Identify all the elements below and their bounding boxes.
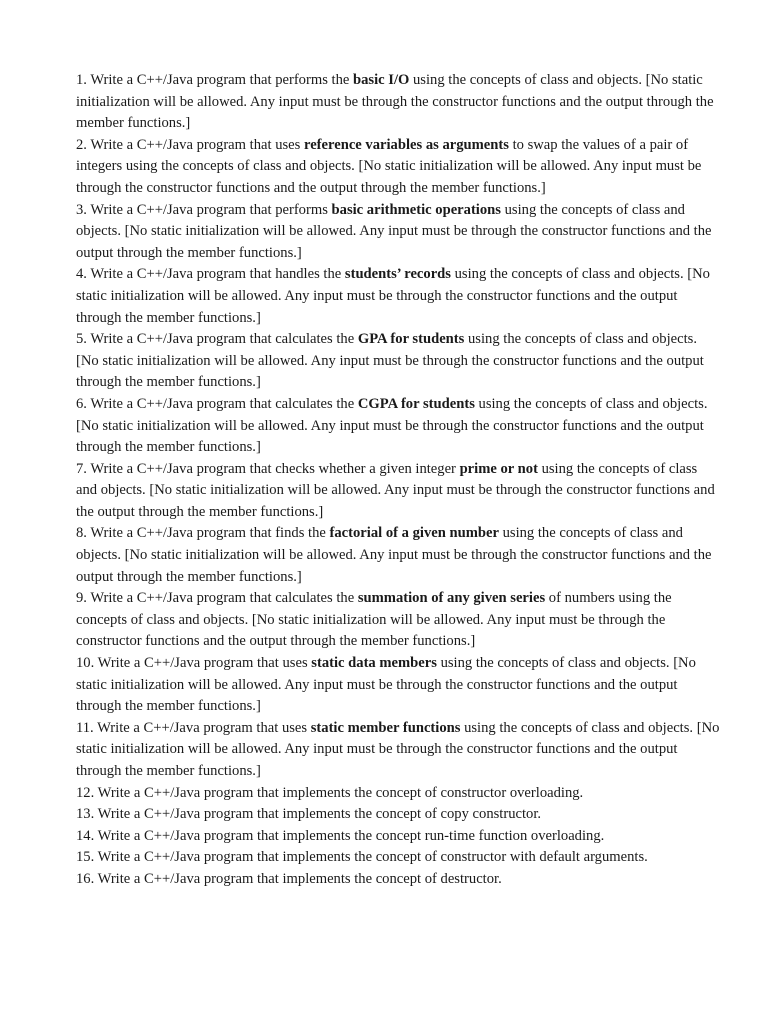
item-emphasis: factorial of a given number [329, 525, 499, 542]
item-emphasis: static member functions [310, 719, 461, 736]
list-item-14 [76, 826, 721, 848]
item-text: 9. Write a C++/Java program that calculates the [76, 590, 358, 607]
list-item-13 [76, 804, 721, 826]
item-text: 1. Write a C++/Java program that performs the [76, 72, 353, 88]
list-item-8 [76, 523, 721, 588]
list-item-4 [76, 264, 721, 329]
item-text: using the concepts of class and objects. [No static initialization will be allowed. Any input must be through the constructor functions and the output through the member functions.] [76, 266, 710, 326]
list-item-7 [76, 459, 721, 524]
item-emphasis: CGPA for students [357, 395, 475, 412]
item-text: 4. Write a C++/Java program that handles the [76, 266, 345, 283]
item-text: using the concepts of class and objects. [No static initialization will be allowed. Any input must be through the constructor functions and the output through the member functions.] [76, 201, 712, 261]
item-text: 7. Write a C++/Java program that checks whether a given integer [76, 460, 460, 477]
item-text: using the concepts of class and objects. [No static initialization will be allowed. Any input must be through the constructor functions and the output through the member functions.] [76, 395, 708, 456]
item-text: 2. Write a C++/Java program that uses [76, 136, 304, 153]
assignment-list [76, 70, 721, 891]
item-emphasis: basic arithmetic operations [331, 201, 501, 218]
item-text: 3. Write a C++/Java program that performs [76, 201, 332, 218]
item-text: 12. Write a C++/Java program that implements the concept of constructor overloading. [76, 784, 584, 801]
list-item-11 [76, 718, 721, 783]
item-text: 16. Write a C++/Java program that implements the concept of destructor. [76, 870, 502, 887]
item-emphasis: prime or not [459, 460, 538, 477]
item-text: using the concepts of class and objects. [No static initialization will be allowed. Any input must be through the constructor functions and the output through the member functions.] [76, 72, 714, 132]
item-emphasis: summation of any given series [357, 590, 546, 607]
item-emphasis: basic I/O [353, 72, 410, 88]
item-emphasis: students’ records [344, 266, 451, 283]
item-emphasis: GPA for students [357, 331, 465, 348]
list-item-3 [76, 200, 721, 265]
item-text: 14. Write a C++/Java program that implements the concept run-time function overloading. [76, 827, 605, 844]
item-text: 10. Write a C++/Java program that uses [76, 655, 312, 672]
item-text: 15. Write a C++/Java program that implements the concept of constructor with default arguments. [76, 849, 648, 866]
list-item-10 [76, 653, 721, 718]
item-text: to swap the values of a pair of integers using the concepts of class and objects. [No static initialization will be allowed. Any input must be through the constructor functions and the output through the member functions.] [76, 136, 702, 196]
list-item-15 [76, 847, 721, 869]
item-text: 8. Write a C++/Java program that finds the [76, 525, 330, 542]
list-item-1 [76, 70, 721, 135]
list-item-16 [76, 869, 721, 891]
item-text: 6. Write a C++/Java program that calculates the [76, 395, 358, 412]
list-item-9 [76, 588, 721, 653]
item-text: of numbers using the concepts of class and objects. [No static initialization will be allowed. Any input must be through the constructor functions and the output through the member functions.] [76, 590, 672, 650]
item-text: using the concepts of class and objects. [No static initialization will be allowed. Any input must be through the constructor functions and the output through the member functions.] [76, 460, 715, 520]
item-text: using the concepts of class and objects. [No static initialization will be allowed. Any input must be through the constructor functions and the output through the member functions.] [76, 331, 704, 391]
list-item-12 [76, 783, 721, 805]
list-item-6 [76, 394, 721, 459]
item-text: using the concepts of class and objects. [No static initialization will be allowed. Any input must be through the constructor functions and the output through the member functions.] [76, 525, 712, 585]
item-text: 5. Write a C++/Java program that calculates the [76, 331, 358, 348]
item-text: using the concepts of class and objects. [No static initialization will be allowed. Any input must be through the constructor functions and the output through the member functions.] [76, 719, 720, 779]
item-text: 13. Write a C++/Java program that implements the concept of copy constructor. [76, 806, 542, 823]
list-item-5 [76, 329, 721, 394]
item-emphasis: reference variables as arguments [303, 136, 509, 153]
list-item-2 [76, 135, 721, 200]
item-emphasis: static data members [311, 655, 437, 672]
item-text: using the concepts of class and objects. [No static initialization will be allowed. Any input must be through the constructor functions and the output through the member functions.] [76, 655, 696, 715]
item-text: 11. Write a C++/Java program that uses [76, 719, 311, 736]
